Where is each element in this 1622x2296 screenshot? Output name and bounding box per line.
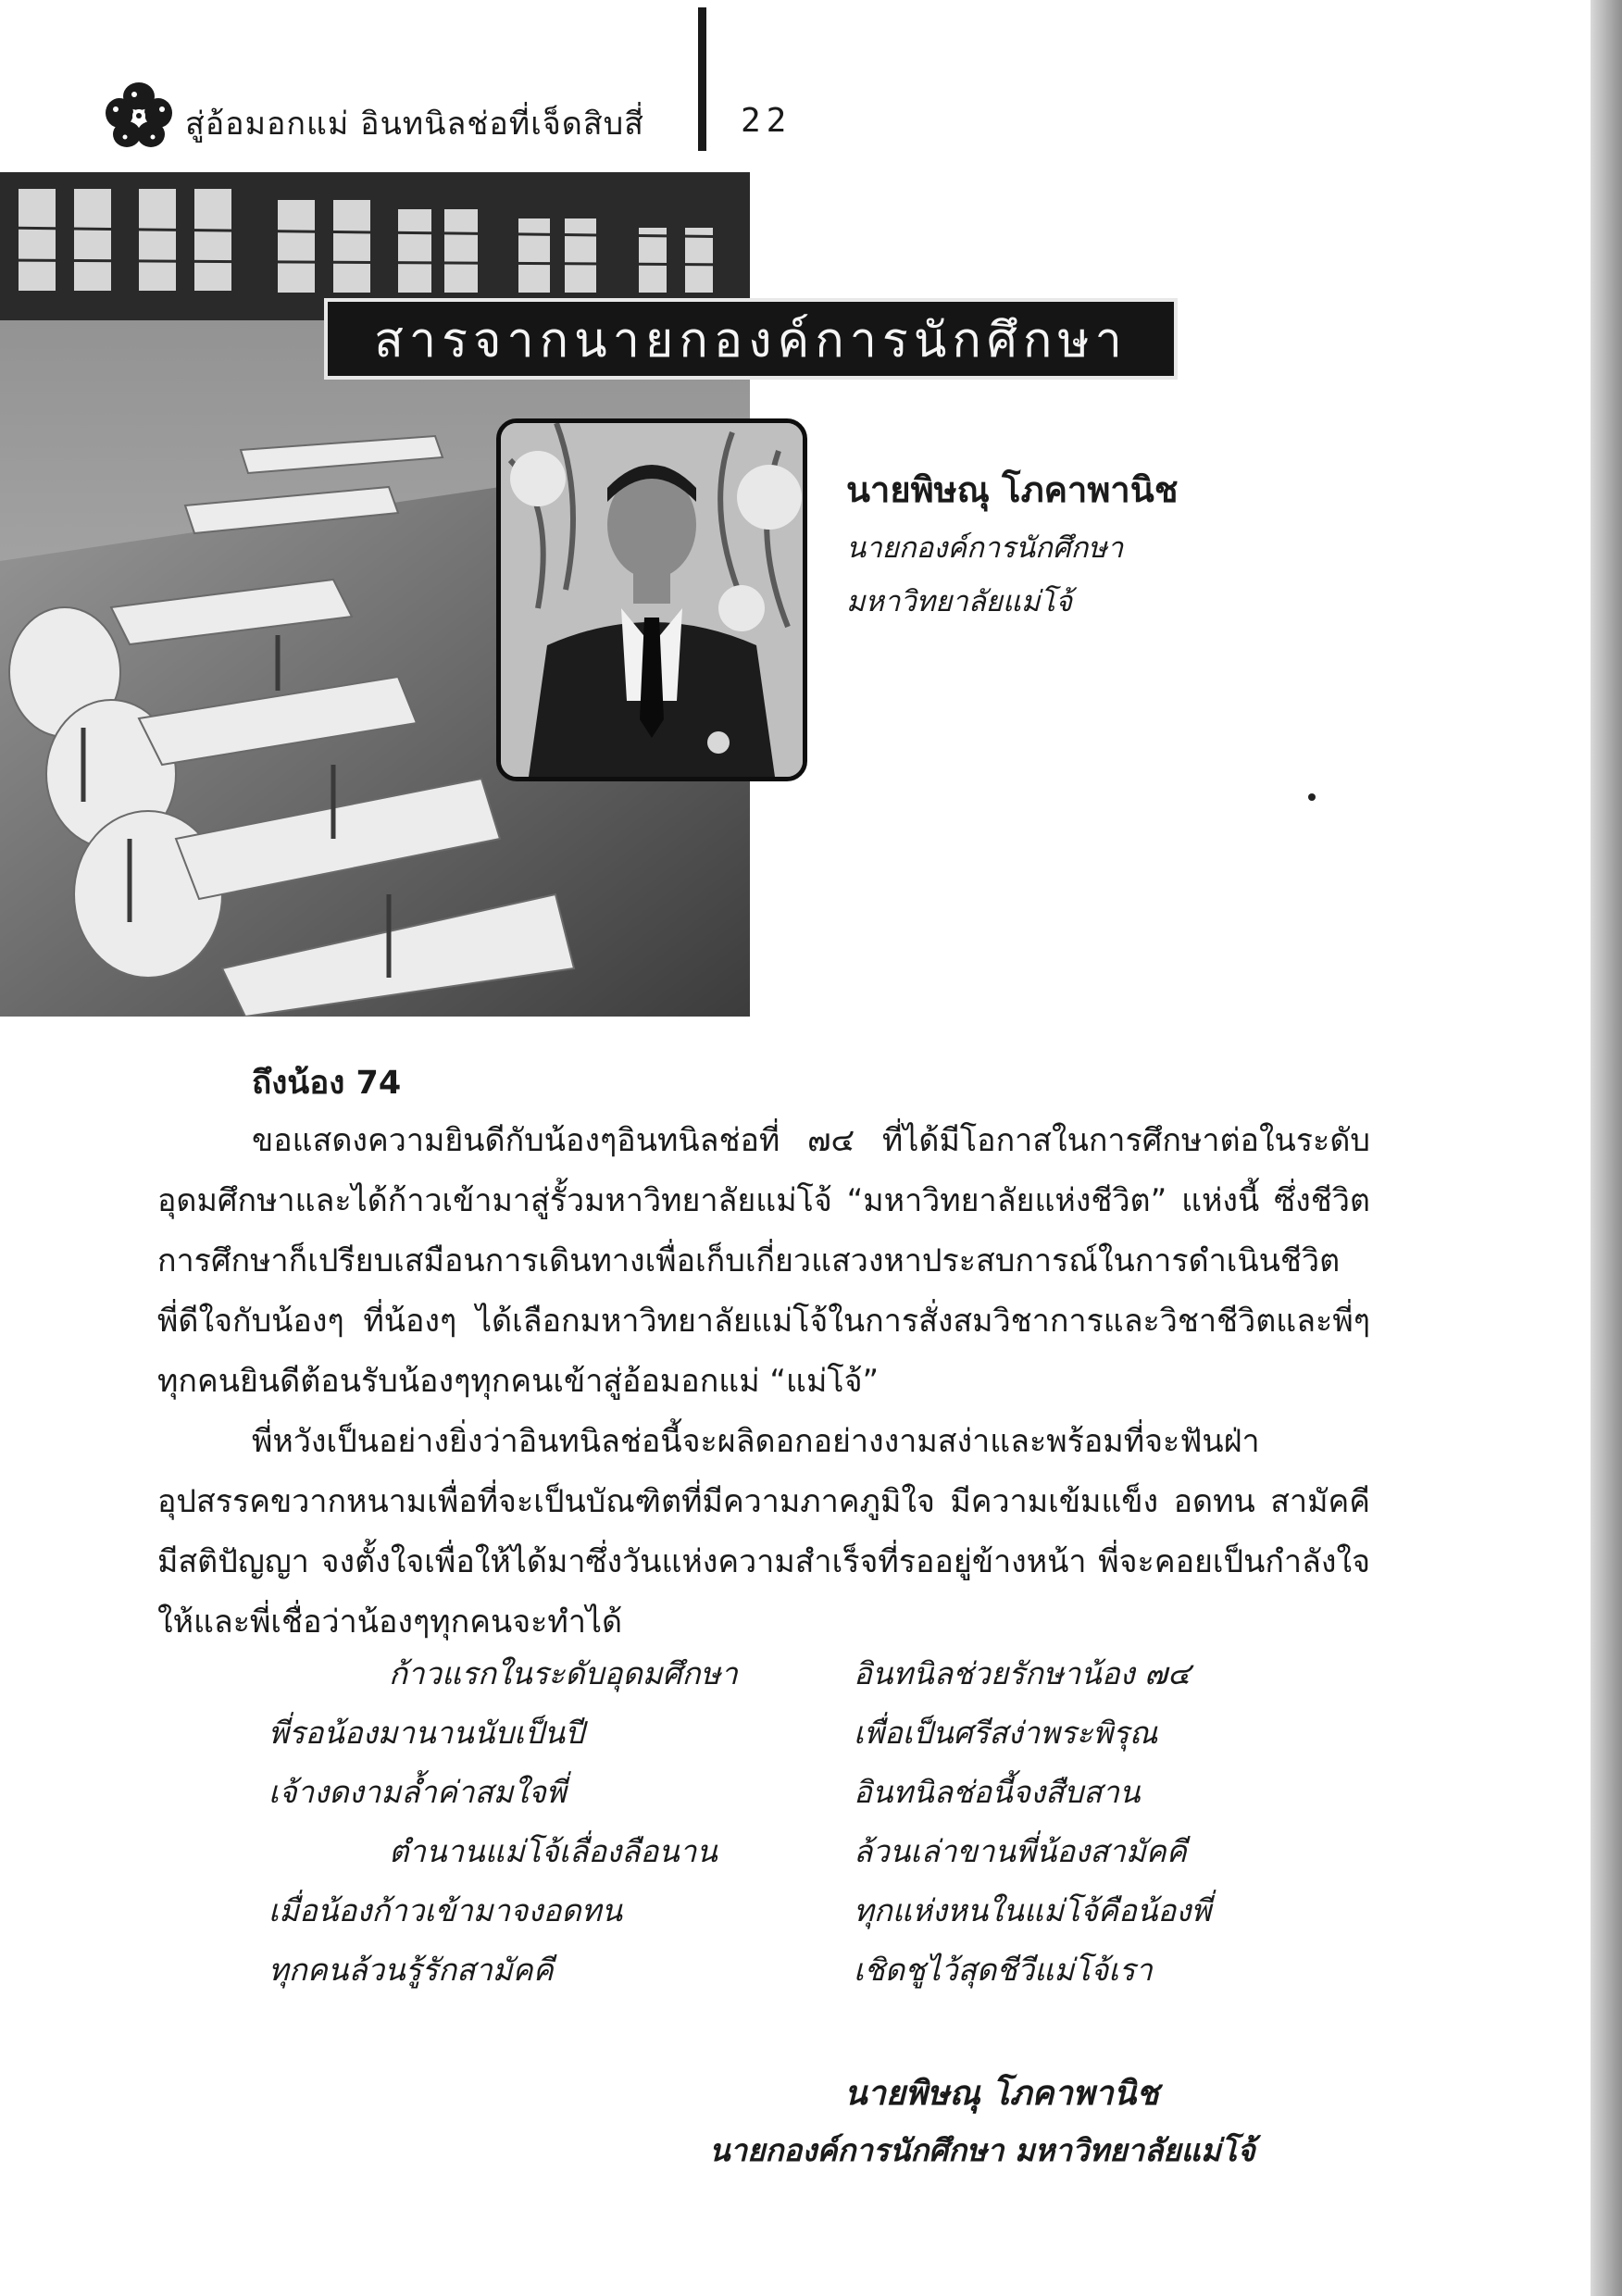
poem-line: ก้าวแรกในระดับอุดมศึกษา bbox=[389, 1655, 738, 1691]
signature-title: นายกองค์การนักศึกษา มหาวิทยาลัยแม่โจ้ bbox=[709, 2132, 1255, 2168]
print-speck bbox=[1308, 793, 1316, 801]
poem-line: ทุกแห่งหนในแม่โจ้คือน้องพี่ bbox=[854, 1892, 1212, 1928]
poem-line: อินทนิลช่อนี้จงสืบสาน bbox=[854, 1774, 1141, 1810]
letter-greeting: ถึงน้อง 74 bbox=[252, 1065, 402, 1102]
section-title: สารจากนายกองค์การนักศึกษา bbox=[374, 312, 1128, 368]
author-organization: มหาวิทยาลัยแม่โจ้ bbox=[846, 585, 1073, 618]
poem-line: เชิดชูไว้สุดชีวีแม่โจ้เรา bbox=[854, 1952, 1153, 1988]
letter-paragraph: พี่หวังเป็นอย่างยิ่งว่าอินทนิลช่อนี้จะผลิดอกอย่างงามสง่าและพร้อมที่จะฟันฝ่าอุปสรรคขวากหนามเพื่อที่จะเป็นบัณฑิตที่มีความภาคภูมิใจ มีความเข้มแข็ง อดทน สามัคคี มีสติปัญญา จงตั้งใจเพื่อให้ได้มาซึ่งวันแห่งความสำเร็จที่รออยู่ข้างหน้า พี่จะคอยเป็นกำลังใจให้และพี่เชื่อว่าน้องๆทุกคนจะทำได้ bbox=[157, 1423, 1370, 1641]
flower-icon bbox=[97, 74, 181, 157]
poem-line: ตำนานแม่โจ้เลื่องลือนาน bbox=[389, 1833, 717, 1869]
section-title-banner bbox=[324, 298, 1178, 380]
header-title: สู่อ้อมอกแม่ อินทนิลช่อที่เจ็ดสิบสี่ bbox=[185, 106, 644, 143]
poem-line: เมื่อน้องก้าวเข้ามาจงอดทน bbox=[268, 1892, 623, 1928]
page-edge-shadow bbox=[1591, 0, 1622, 2296]
poem-line: เจ้างดงามล้ำค่าสมใจพี่ bbox=[268, 1774, 567, 1810]
author-role: นายกองค์การนักศึกษา bbox=[846, 531, 1124, 565]
poem-left-column bbox=[268, 1644, 738, 2000]
poem-line: ล้วนเล่าขานพี่น้องสามัคคี bbox=[854, 1833, 1187, 1869]
portrait-photo bbox=[496, 418, 807, 781]
poem-line: เพื่อเป็นศรีสง่าพระพิรุณ bbox=[854, 1715, 1158, 1751]
poem-line: อินทนิลช่วยรักษาน้อง ๗๔ bbox=[854, 1655, 1191, 1691]
running-header bbox=[97, 74, 838, 157]
author-name: นายพิษณุ โภคาพานิช bbox=[846, 469, 1179, 510]
letter-paragraph: ขอแสดงความยินดีกับน้องๆอินทนิลช่อที่ ๗๔ ที่ได้มีโอกาสในการศึกษาต่อในระดับอุดมศึกษาและได้ก้าวเข้ามาสู่รั้วมหาวิทยาลัยแม่โจ้ “มหาวิทยาลัยแห่งชีวิต” แห่งนี้ ซึ่งชีวิตการศึกษาก็เปรียบเสมือนการเดินทางเพื่อเก็บเกี่ยวแสวงหาประสบการณ์ในการดำเนินชีวิต พี่ดีใจกับน้องๆ ที่น้องๆ ได้เลือกมหาวิทยาลัยแม่โจ้ในการสั่งสมวิชาการและวิชาชีวิตและพี่ๆ ทุกคนยินดีต้อนรับน้องๆทุกคนเข้าสู่อ้อมอกแม่ “แม่โจ้” bbox=[157, 1122, 1370, 1400]
poem-right-column bbox=[854, 1644, 1211, 2000]
header-divider bbox=[698, 7, 706, 151]
letter-body bbox=[157, 1111, 1370, 1653]
page-number: 22 bbox=[741, 102, 792, 140]
poem-line: ทุกคนล้วนรู้รักสามัคคี bbox=[268, 1952, 554, 1988]
signature-name: นายพิษณุ โภคาพานิช bbox=[844, 2075, 1159, 2113]
poem-line: พี่รอน้องมานานนับเป็นปี bbox=[268, 1715, 584, 1751]
